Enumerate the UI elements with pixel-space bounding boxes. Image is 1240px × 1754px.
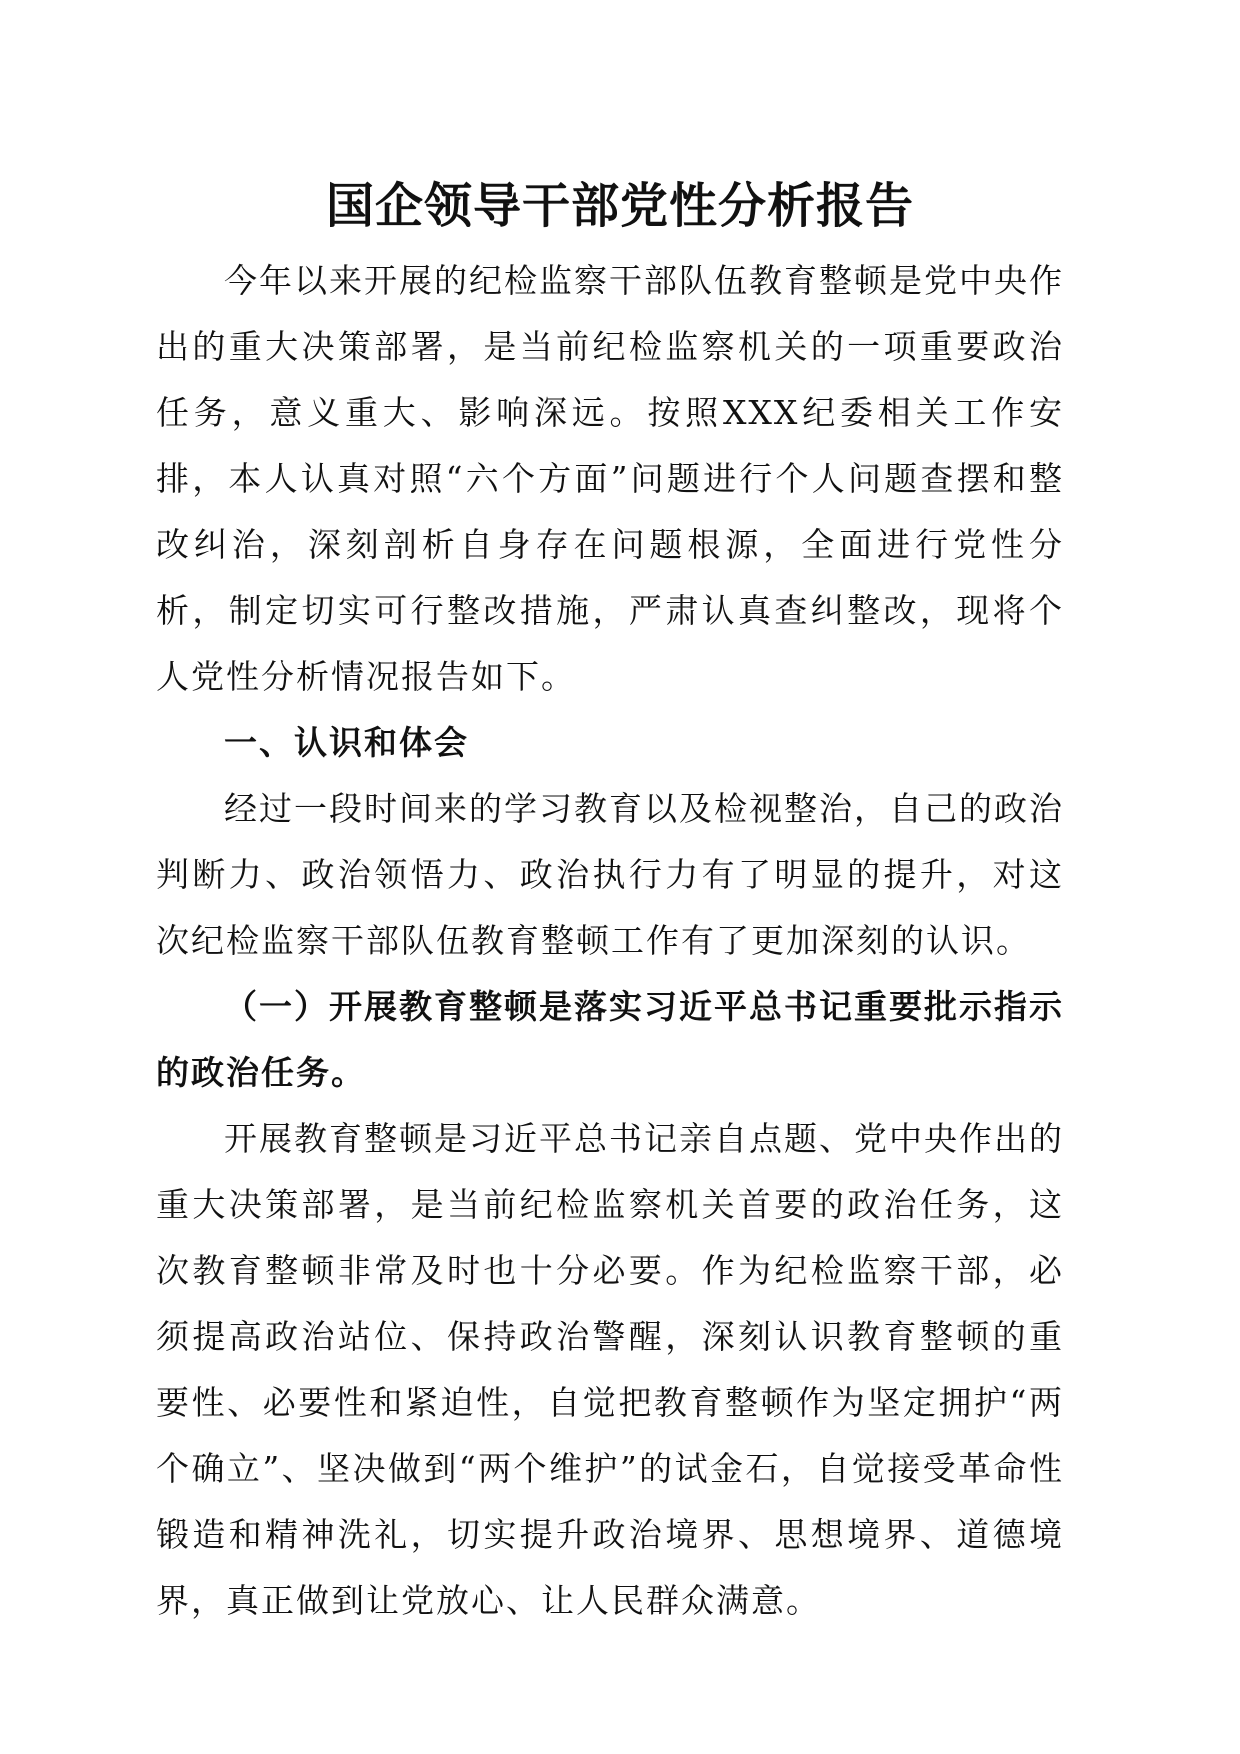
- subsection-heading-1: （一）开展教育整顿是落实习近平总书记重要批示指示的政治任务。: [156, 987, 1064, 1092]
- document-body: [156, 248, 1064, 1634]
- intro-paragraph: 今年以来开展的纪检监察干部队伍教育整顿是党中央作出的重大决策部署，是当前纪检监察机关的一项重要政治任务，意义重大、影响深远。按照XXX纪委相关工作安排，本人认真对照“六个方面”问题进行个人问题查摆和整改纠治，深刻剖析自身存在问题根源，全面进行党性分析，制定切实可行整改措施，严肃认真查纠整改，现将个人党性分析情况报告如下。: [156, 261, 1064, 696]
- subsection1-paragraph: 开展教育整顿是习近平总书记亲自点题、党中央作出的重大决策部署，是当前纪检监察机关首要的政治任务，这次教育整顿非常及时也十分必要。作为纪检监察干部，必须提高政治站位、保持政治警醒，深刻认识教育整顿的重要性、必要性和紧迫性，自觉把教育整顿作为坚定拥护“两个确立”、坚决做到“两个维护”的试金石，自觉接受革命性锻造和精神洗礼，切实提升政治境界、思想境界、道德境界，真正做到让党放心、让人民群众满意。: [156, 1119, 1064, 1620]
- section-heading-1: 一、认识和体会: [224, 723, 469, 762]
- section1-paragraph: 经过一段时间来的学习教育以及检视整治，自己的政治判断力、政治领悟力、政治执行力有了明显的提升，对这次纪检监察干部队伍教育整顿工作有了更加深刻的认识。: [156, 789, 1064, 960]
- document-title: 国企领导干部党性分析报告: [325, 178, 914, 234]
